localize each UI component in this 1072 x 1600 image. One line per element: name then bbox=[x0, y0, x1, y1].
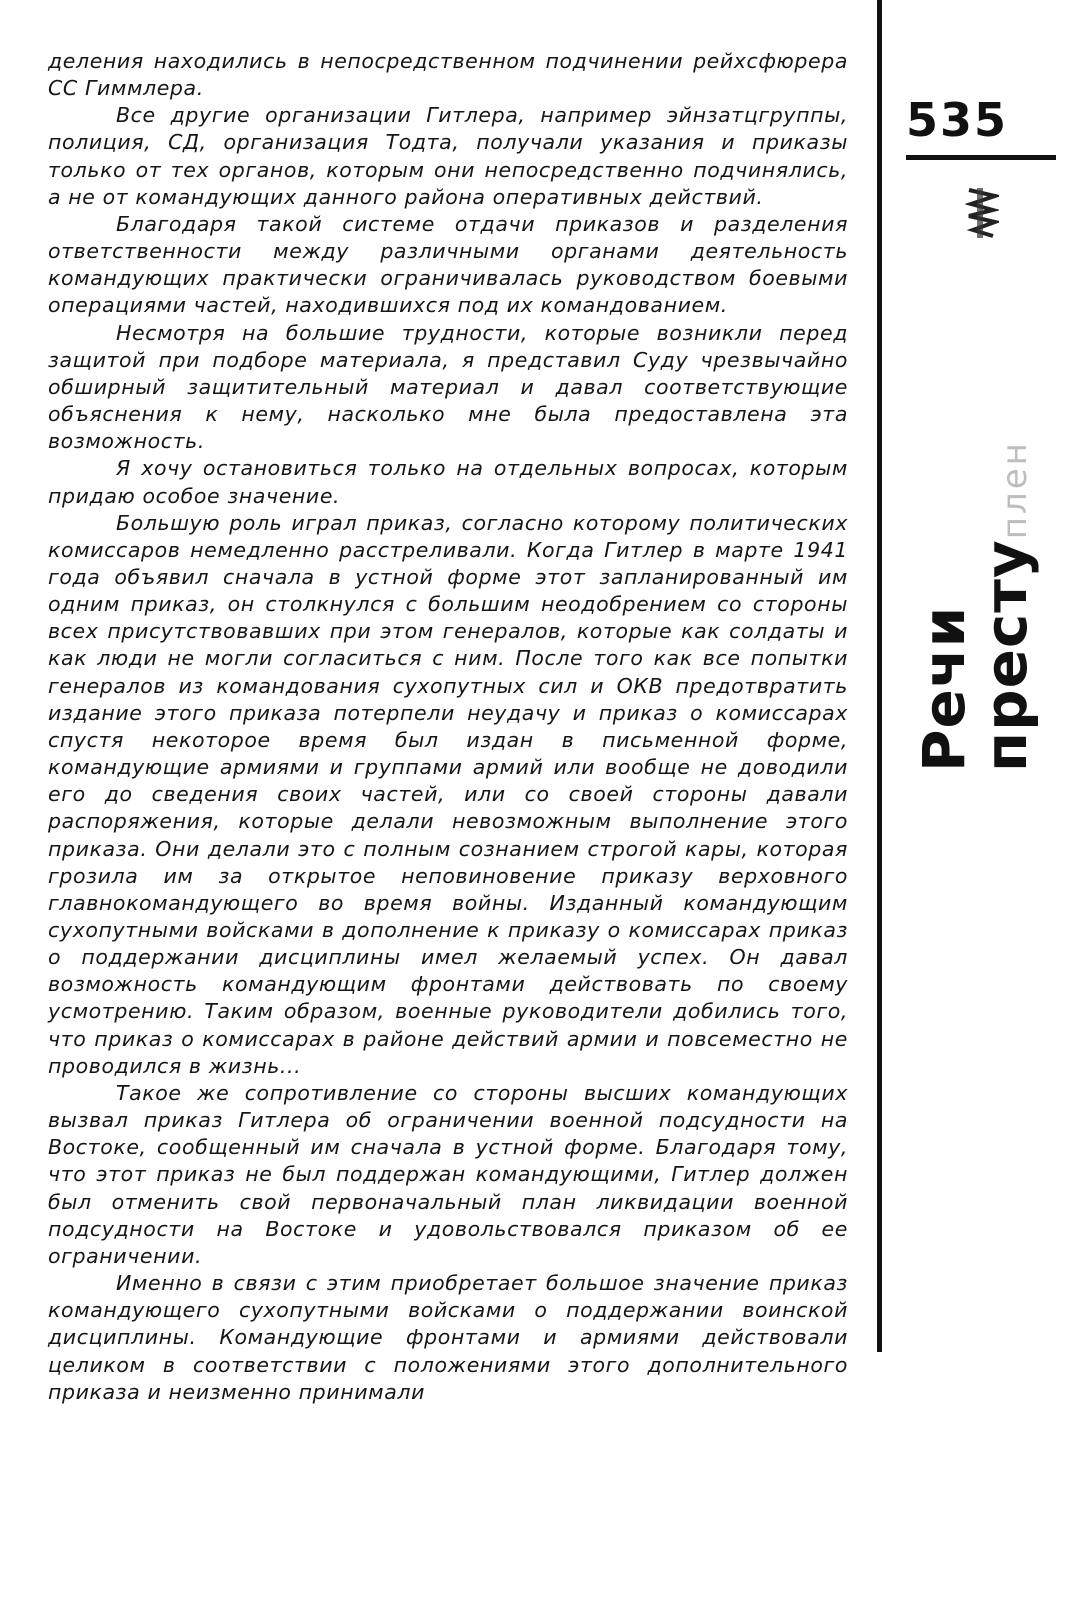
page-number-underline bbox=[906, 155, 1056, 160]
paragraph-8: Именно в связи с этим приобретает большое значение приказ командующего сухопутными войсками о поддержании воинской дисциплины. Командующие фронтами и армиями действовали целиком в соответствии с положениями этого дополнительного приказа и неизменно принимали bbox=[48, 1271, 848, 1404]
running-title bbox=[910, 440, 1052, 772]
main-text-column bbox=[48, 48, 848, 1406]
publisher-mark-icon bbox=[965, 186, 999, 240]
paragraph-6: Большую роль играл приказ, согласно которому политических комиссаров немедленно расстреливали. Когда Гитлер в марте 1941 года объявил сначала в устной форме этот запланированный им одним приказ, он столкнулся с большим неодобрением со стороны всех присутствовавших при этом генералов, которые как солдаты и как люди не могли согласиться с ним. После того как все попытки генералов из командования сухопутных сил и ОКВ предотвратить издание этого приказа потерпели неудачу и приказ о комиссарах спустя некоторое время был издан в письменной форме, командующие армиями и группами армий или вообще не доводили его до сведения своих частей, или со своей стороны давали распоряжения, которые делали невозможным выполнение этого приказа. Они делали это с полным сознанием строгой кары, которая грозила им за открытое неповиновение приказу верховного главнокомандующего во время войны. Изданный командующим сухопутными войсками в дополнение к приказу о комиссарах приказ о поддержании дисциплины имел желаемый успех. Он давал возможность командующим фронтами действовать по своему усмотрению. Таким образом, военные руководители добились того, что приказ о комиссарах в районе действий армии и повсеместно не проводился в жизнь... bbox=[48, 510, 848, 1078]
paragraph-1: деления находились в непосредственном подчинении рейхсфюрера СС Гиммлера. bbox=[48, 49, 848, 101]
paragraph-7: Такое же сопротивление со стороны высших командующих вызвал приказ Гитлера об ограничении военной подсудности на Востоке, сообщенный им сначала в устной форме. Благодаря тому, что этот приказ не был поддержан командующими, Гитлер должен был отменить свой первоначальный план ликвидации военной подсудности на Востоке и удовольствовался приказом об ее ограничении. bbox=[48, 1080, 848, 1268]
paragraph-5: Я хочу остановиться только на отдельных вопросах, которым придаю особое значение. bbox=[48, 456, 848, 508]
page-number: 535 bbox=[906, 93, 1009, 147]
paragraph-3: Благодаря такой системе отдачи приказов и разделения ответственности между различными органами деятельность командующих практически ограничивалась руководством боевыми операциями частей, находившихся под их командованием. bbox=[48, 211, 848, 318]
running-title-line-2-text: престу bbox=[972, 539, 1040, 772]
running-title-line-2 bbox=[972, 440, 1045, 772]
paragraph-2: Все другие организации Гитлера, например эйнзатцгруппы, полиция, СД, организация Тодта, получали указания и приказы только от тех органов, которым они непосредственно подчинялись, а не от командующих данного района оперативных действий. bbox=[48, 103, 848, 209]
running-title-line-1: Речи bbox=[910, 605, 978, 772]
margin-vertical-rule bbox=[877, 0, 882, 1352]
paragraph-4: Несмотря на большие трудности, которые возникли перед защитой при подборе материала, я представил Суду чрезвычайно обширный защитительный материал и давал соответствующие объяснения к нему, насколько мне была предоставлена эта возможность. bbox=[48, 320, 848, 454]
running-title-faded-text: плен bbox=[995, 440, 1035, 540]
